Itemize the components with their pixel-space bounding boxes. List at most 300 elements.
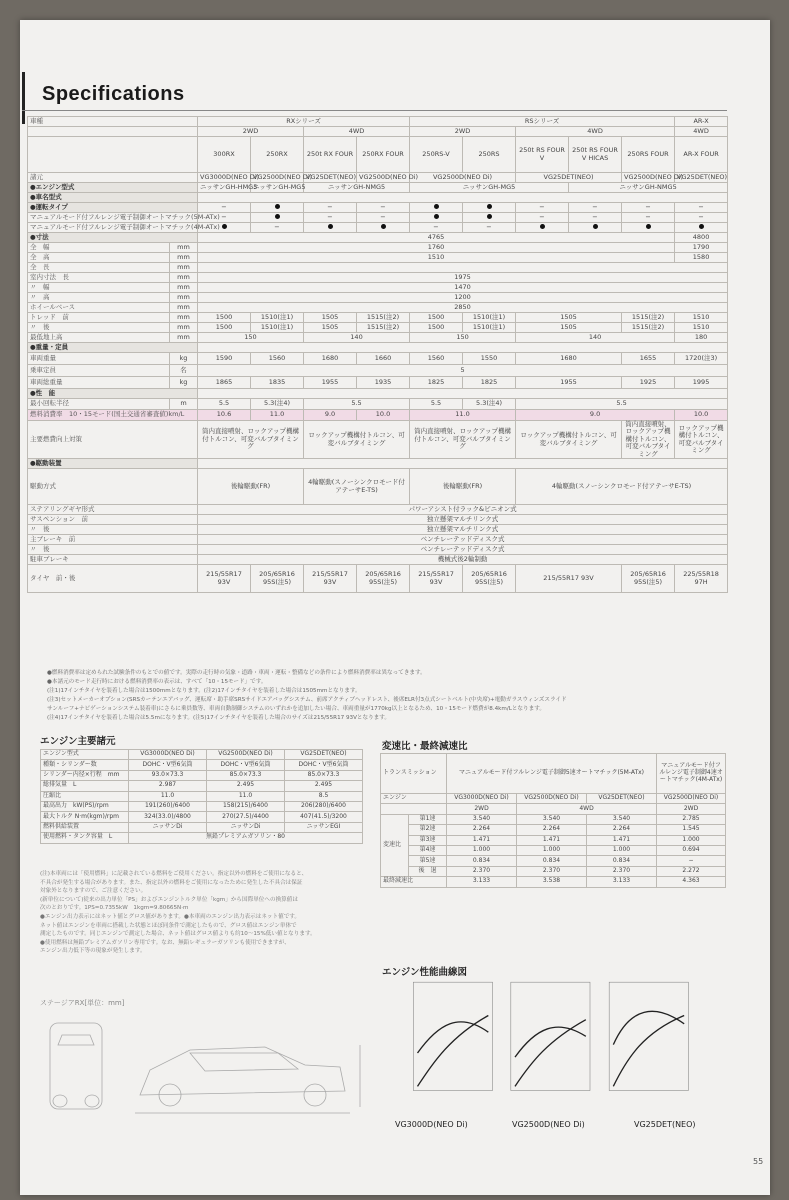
row-label: タイヤ 前・後 (28, 565, 198, 593)
value: 150 (410, 333, 516, 343)
cell: 2WD (447, 804, 517, 814)
unit: mm (170, 273, 198, 283)
row-label: マニュアルモード付フルレンジ電子制御オートマチック(5M-ATx) (28, 213, 198, 223)
table-row (381, 845, 726, 855)
side-window (190, 1053, 298, 1071)
cell: 2.785 (657, 814, 726, 824)
value: 1925 (622, 377, 675, 389)
value: 1505 (516, 323, 622, 333)
section-label: ●性 能 (28, 389, 198, 399)
curve-label: VG3000D(NEO Di) (395, 1120, 468, 1129)
height-row (28, 253, 728, 263)
equipment-row (28, 421, 728, 459)
row-label: 〃 幅 (28, 283, 170, 293)
row-label: エンジン (381, 794, 447, 804)
cell: 85.0×73.3 (285, 770, 363, 780)
value: 10.6 (198, 410, 251, 421)
value: 205/65R16 95S(注5) (463, 565, 516, 593)
row-label: 最大トルク N·m(kgm)/rpm (41, 812, 129, 822)
engine-performance-curves (380, 978, 730, 1128)
engine-cell: VG2500D(NEO Di) (410, 173, 516, 183)
cell: 1.471 (517, 835, 587, 845)
gross-weight-row (28, 377, 728, 389)
front-windshield (58, 1035, 94, 1045)
cell: DOHC・V型6気筒 (129, 760, 207, 770)
cell: 3.133 (587, 877, 657, 887)
value: 205/65R16 95S(注5) (357, 565, 410, 593)
cell: − (657, 856, 726, 866)
cell: 1.000 (587, 845, 657, 855)
header-cell: VG2500D(NEO Di) (207, 750, 285, 760)
row-label: 主ブレーキ 前 (28, 535, 198, 545)
row-label: サスペンション 前 (28, 515, 198, 525)
model-name: 250RS-V (410, 137, 463, 173)
cell: 第5速 (409, 856, 447, 866)
engine-cell: VG2500D(NEO Di) (251, 173, 304, 183)
section-label: ●重量・定員 (28, 343, 198, 353)
row-label: ●運転タイプ (28, 203, 198, 213)
capacity-row (28, 365, 728, 377)
cell: VG2500D(NEO Di) (657, 794, 726, 804)
table-row (41, 833, 363, 843)
cell: 2WD (657, 804, 726, 814)
cell: 2.370 (447, 866, 517, 876)
engine-cell: VG25DET(NEO) (516, 173, 622, 183)
length-value: 4765 (198, 233, 675, 243)
row-label: 全 幅 (28, 243, 170, 253)
value: 2850 (198, 303, 728, 313)
curve-label: VG25DET(NEO) (634, 1120, 696, 1129)
value: 5.3(注4) (251, 399, 304, 410)
value: 1510 (675, 313, 728, 323)
drive-cell: 2WD (410, 127, 516, 137)
value: 1655 (622, 353, 675, 365)
cell: 1.471 (587, 835, 657, 845)
model-name: 300RX (198, 137, 251, 173)
cell: 第2速 (409, 825, 447, 835)
drive-type-row (28, 469, 728, 505)
value: 後輪駆動(FR) (410, 469, 516, 505)
value: 1500 (198, 313, 251, 323)
row-label: 主要燃費向上対策 (28, 421, 198, 459)
value: 1680 (304, 353, 357, 365)
row-label: 最終減速比 (381, 877, 447, 887)
value: 1510(注1) (251, 323, 304, 333)
value: 1560 (410, 353, 463, 365)
row-label: トレッド 前 (28, 313, 170, 323)
cell: 4WD (517, 804, 657, 814)
value: 215/55R17 93V (516, 565, 622, 593)
engine-spec-title: エンジン主要諸元 (40, 736, 116, 747)
row-label: 〃 高 (28, 293, 170, 303)
in-length-row (28, 273, 728, 283)
steering-row (28, 505, 728, 515)
header-cell: マニュアルモード付フルレンジ電子制御5速オートマチック(5M-ATx) (447, 754, 657, 794)
note-line: (注3)セットメーカーオプション(SRSカーテンエアバッグ、運転席・助手席SRSサイドエアバッグシステム、前席アクティブヘッドレスト、後席ELR付3点式シートベルト(中央席)+電動ガラスウィンズスライド (47, 697, 567, 703)
header-cell: マニュアルモード付フルレンジ電子制御4速オートマチック(4M-ATx) (657, 754, 726, 794)
value: 筒内直接噴射、ロックアップ機構付トルコン、可変バルブタイミング (410, 421, 516, 459)
value: ロックアップ機構付トルコン、可変バルブタイミング (516, 421, 622, 459)
model-name: 250RS FOUR (622, 137, 675, 173)
torque-curve-1 (418, 1022, 489, 1053)
value: ロックアップ機構付トルコン、可変バルブタイミング (675, 421, 728, 459)
model-name: AR-X FOUR (675, 137, 728, 173)
drive-cell: 4WD (304, 127, 410, 137)
tread-front-row (28, 313, 728, 323)
cell: 2.495 (285, 781, 363, 791)
susp-front-row (28, 515, 728, 525)
footnote-line: (注)本車両には「使用燃料」に記載されている燃料をご使用ください。指定以外の燃料をご使用になると、 (40, 871, 308, 877)
row-label: 種類・シリンダー数 (41, 760, 129, 770)
table-row (41, 791, 363, 801)
row-label: 全 高 (28, 253, 170, 263)
code-cell: ニッサンGH-MG5 (410, 183, 569, 193)
value: 1720(注3) (675, 353, 728, 365)
row-label: 最小回転半径 (28, 399, 170, 410)
page-title: Specifications (42, 83, 185, 105)
parking-brake-row (28, 555, 728, 565)
cell: 無鉛プレミアムガソリン・80 (129, 833, 363, 843)
code-cell: ニッサンGH-MG5 (251, 183, 304, 193)
value: 1505 (516, 313, 622, 323)
cell: 11.0 (129, 791, 207, 801)
bullet-icon (593, 224, 598, 229)
fuel-economy-row (28, 410, 728, 421)
footnote-line: (新単位について)従来の出力単位「PS」およびエンジントルク単位「kgm」から国際単位への換算値は (40, 896, 298, 903)
cell: ニッサンDi (207, 822, 285, 832)
value: 1550 (463, 353, 516, 365)
code-cell: ニッサンGH-NMG5 (304, 183, 410, 193)
unit: mm (170, 263, 198, 273)
table-row (381, 856, 726, 866)
footnote-line: 測定したものです。同じエンジンで測定した場合、ネット値はグロス値よりも約10〜15%低い値となります。 (40, 931, 316, 938)
table-row (41, 822, 363, 832)
trans-b-row: マニュアルモード付フルレンジ電子制御オートマチック(4M-ATx) − − − (28, 223, 728, 233)
width-value: 1760 (198, 243, 675, 253)
value: 1510(注1) (463, 323, 516, 333)
cell: 0.834 (587, 856, 657, 866)
rear-wheel (159, 1084, 181, 1106)
cell: 3.133 (447, 877, 517, 887)
row-label: 総排気量 L (41, 781, 129, 791)
table-row (41, 812, 363, 822)
height-arx: 1580 (675, 253, 728, 263)
group-rx: RXシリーズ (198, 117, 410, 127)
model-name: 250t RX FOUR (304, 137, 357, 173)
cell: 2.272 (657, 866, 726, 876)
value: 1510 (675, 323, 728, 333)
cell: 3.540 (447, 814, 517, 824)
table-row (381, 754, 726, 794)
value: 機械式後2輪制動 (198, 555, 728, 565)
cell: 93.0×73.3 (129, 770, 207, 780)
front-wheel (304, 1084, 326, 1106)
value: 215/55R17 93V (198, 565, 251, 593)
tread-rear-row (28, 323, 728, 333)
value: 140 (304, 333, 410, 343)
table-row (41, 750, 363, 760)
model-name: 250RX FOUR (357, 137, 410, 173)
footnote-line: ネット値はエンジンを車両に搭載した状態とほぼ同条件で測定したもので、グロス値はエンジン単体で (40, 922, 297, 929)
footnote-line: 次のとおりです。1PS=0.7355kW 1kgm=9.80665N·m (40, 905, 189, 912)
bullet-icon (328, 224, 333, 229)
row-label: 諸元 (28, 173, 198, 183)
car-front-outline (50, 1023, 102, 1109)
cell: 11.0 (207, 791, 285, 801)
drive-cell: 4WD (675, 127, 728, 137)
spec-notes (47, 669, 727, 723)
footnote-line: 対象外となりますので、ご注意ください。 (40, 888, 147, 895)
row-label: ●車名型式 (28, 193, 198, 203)
unit: m (170, 399, 198, 410)
cell: 1.000 (517, 845, 587, 855)
value: 1825 (410, 377, 463, 389)
width-arx: 1790 (675, 243, 728, 253)
drive-cell: 2WD (198, 127, 304, 137)
row-label: 駐車ブレーキ (28, 555, 198, 565)
row-label: 〃 後 (28, 323, 170, 333)
model-name: 250t RS FOUR V HICAS (569, 137, 622, 173)
row-label: ●エンジン型式 (28, 183, 198, 193)
engine-cell: VG25DET(NEO) (675, 173, 728, 183)
front-wheel-right (85, 1095, 99, 1107)
table-row (41, 781, 363, 791)
value: 1505 (304, 323, 357, 333)
table-row (381, 794, 726, 804)
row-label: 燃料消費率 10・15モード(国土交通省審査値)km/L (28, 410, 198, 421)
value: 5.5 (410, 399, 463, 410)
note-line: ●本諸元のモード走行時における燃料消費率の表示は、すべて「10・15モード」です。 (47, 679, 267, 685)
model-name: 250RX (251, 137, 304, 173)
bullet-icon (699, 224, 704, 229)
value: 9.0 (304, 410, 357, 421)
row-label: 変速比 (381, 814, 409, 876)
cell: 4.363 (657, 877, 726, 887)
cell: VG25DET(NEO) (587, 794, 657, 804)
cell: 2.264 (447, 825, 517, 835)
cell: 1.545 (657, 825, 726, 835)
footnote-line: ●使用燃料は無鉛プレミアムガソリン専用です。なお、無鉛レギュラーガソリンも使用できますが、 (40, 939, 290, 946)
bullet-icon (275, 214, 280, 219)
value: 180 (675, 333, 728, 343)
bullet-icon (381, 224, 386, 229)
row-label: シリンダー内径×行程 mm (41, 770, 129, 780)
value: 1510(注1) (251, 313, 304, 323)
group-rs: RSシリーズ (410, 117, 675, 127)
value: 1955 (304, 377, 357, 389)
value: 1515(注2) (622, 313, 675, 323)
cell: ニッサンDi (129, 822, 207, 832)
cell: 第1速 (409, 814, 447, 824)
value: 1560 (251, 353, 304, 365)
footnote-line: エンジン出力低下等の現象が発生します。 (40, 948, 146, 955)
title-accent-bar (22, 72, 25, 124)
unit: 名 (170, 365, 198, 377)
cell: 191(260)/6400 (129, 801, 207, 811)
cell: 2.264 (587, 825, 657, 835)
drive-cell: 4WD (516, 127, 675, 137)
value: 独立懸架マルチリンク式 (198, 515, 728, 525)
length-arx: 4800 (675, 233, 728, 243)
bullet-icon (540, 224, 545, 229)
engine-spec-table (40, 749, 363, 844)
dimension-drawing-label: ステージアRX[単位：mm] (40, 999, 125, 1007)
drive-section-row (28, 459, 728, 469)
tire-row (28, 565, 728, 593)
bullet-icon (487, 204, 492, 209)
value: 筒内直接噴射、ロックアップ機構付トルコン、可変バルブタイミング (622, 421, 675, 459)
unit: mm (170, 253, 198, 263)
turn-radius-row (28, 399, 728, 410)
footnotes (40, 870, 385, 980)
cell: ニッサンEGI (285, 822, 363, 832)
value: 1955 (516, 377, 622, 389)
value: 1515(注2) (357, 323, 410, 333)
cell: 2.987 (129, 781, 207, 791)
cell: 158(215)/6400 (207, 801, 285, 811)
row-label: 〃 後 (28, 525, 198, 535)
bullet-icon (434, 214, 439, 219)
row-label: 最高出力 kW(PS)/rpm (41, 801, 129, 811)
power-curve-2 (515, 1020, 586, 1087)
model-code-row (28, 183, 728, 193)
engine-type-row (28, 173, 728, 183)
row-label: 車両重量 (28, 353, 170, 365)
header-cell: トランスミッション (381, 754, 447, 794)
value: ベンチレーテッドディスク式 (198, 545, 728, 555)
cell: 3.540 (587, 814, 657, 824)
engine-cell: VG2500D(NEO Di) (357, 173, 410, 183)
page-number: 55 (753, 1157, 764, 1166)
cell: VG2500D(NEO Di) (517, 794, 587, 804)
trans-a-row: マニュアルモード付フルレンジ電子制御オートマチック(5M-ATx) − − − − − − − (28, 213, 728, 223)
value: 独立懸架マルチリンク式 (198, 525, 728, 535)
table-row (381, 835, 726, 845)
value: 1865 (198, 377, 251, 389)
value: ロックアップ機構付トルコン、可変バルブタイミング (304, 421, 410, 459)
cell: 206(280)/6400 (285, 801, 363, 811)
brake-front-row (28, 535, 728, 545)
row-label: 車両総重量 (28, 377, 170, 389)
cell: 2.370 (517, 866, 587, 876)
torque-curve-2 (515, 1027, 586, 1057)
model-row (28, 137, 728, 173)
group-arx: AR-X (675, 117, 728, 127)
value: 5.5 (516, 399, 728, 410)
cell: 3.540 (517, 814, 587, 824)
cell: 8.5 (285, 791, 363, 801)
cell: 1.471 (447, 835, 517, 845)
footnote-line: ●エンジン出力表示にはネット値とグロス値があります。●本車両のエンジン出力表示はネット値です。 (40, 913, 301, 920)
header-cell: VG25DET(NEO) (285, 750, 363, 760)
value: 1500 (198, 323, 251, 333)
row-label: 〃 後 (28, 545, 198, 555)
note-line: ●燃料消費率は定められた試験条件のもとでの値です。実際の走行時の気象・道路・車両・運転・整備などの条件により燃料消費率は異なってきます。 (47, 670, 426, 676)
car-dimension-drawing (40, 995, 385, 1125)
unit: kg (170, 377, 198, 389)
length-row (28, 263, 728, 273)
value: 205/65R16 95S(注5) (622, 565, 675, 593)
value: 筒内直接噴射、ロックアップ機構付トルコン、可変バルブタイミング (198, 421, 304, 459)
note-line: サンルーフ+ナビゲーションシステム装着車)にさらに乗員数等、車両自動制御システムのいずれかを追加したい場合、車両重量が1770kg以上となるため、10・15モード燃費が8.4km/Lとなります。 (47, 706, 545, 712)
table-row (381, 866, 726, 876)
row-label: 乗車定員 (28, 365, 170, 377)
value: 1825 (463, 377, 516, 389)
cell: 第3速 (409, 835, 447, 845)
value: 1515(注2) (622, 323, 675, 333)
unit: mm (170, 293, 198, 303)
torque-curve-3 (613, 1011, 684, 1044)
row-label: 燃料供給装置 (41, 822, 129, 832)
model-name: 250RS (463, 137, 516, 173)
table-row (41, 770, 363, 780)
engine-cell: VG25DET(NEO) (304, 173, 357, 183)
value: 1995 (675, 377, 728, 389)
trans-type-row: ●運転タイプ − − − − − − − (28, 203, 728, 213)
group-row (28, 117, 728, 127)
height-value: 1510 (198, 253, 675, 263)
value: 9.0 (516, 410, 675, 421)
trans-spec-title: 変速比・最終減速比 (382, 741, 468, 752)
in-height-row (28, 293, 728, 303)
cell: 324(33.0)/4800 (129, 812, 207, 822)
code-cell: ニッサンGH-NMG5 (569, 183, 728, 193)
table-row (41, 760, 363, 770)
row-label: 使用燃料・タンク容量 L (41, 833, 129, 843)
model-name: 250t RS FOUR V (516, 137, 569, 173)
value: 4輪駆動(スノーシンクロモード付アテーサE-TS) (304, 469, 410, 505)
value: 1590 (198, 353, 251, 365)
value: パワーアシスト付ラック&ピニオン式 (198, 505, 728, 515)
note-line: (注1)17インチタイヤを装着した場合は1500mmとなります。(注2)17インチタイヤを装着した場合は1505mmとなります。 (47, 688, 361, 694)
cell: 407(41.5)/3200 (285, 812, 363, 822)
cell: 2.370 (587, 866, 657, 876)
table-row (41, 801, 363, 811)
bullet-icon (646, 224, 651, 229)
row-label: 圧縮比 (41, 791, 129, 801)
bullet-icon (487, 214, 492, 219)
model-label: 車種 (28, 117, 198, 127)
wheelbase-row (28, 303, 728, 313)
value: 5 (198, 365, 728, 377)
unit: mm (170, 303, 198, 313)
table-row (381, 877, 726, 887)
unit: mm (170, 323, 198, 333)
value: 1680 (516, 353, 622, 365)
cell: 270(27.5)/4400 (207, 812, 285, 822)
perf-section-row (28, 389, 728, 399)
header-cell: エンジン型式 (41, 750, 129, 760)
value: 150 (198, 333, 304, 343)
value: 1510(注1) (463, 313, 516, 323)
dim-section-row (28, 233, 728, 243)
unit: mm (170, 243, 198, 253)
cell: 第4速 (409, 845, 447, 855)
susp-rear-row (28, 525, 728, 535)
value: 後輪駆動(FR) (198, 469, 304, 505)
value: 215/55R17 93V (304, 565, 357, 593)
row-label: ステアリングギヤ形式 (28, 505, 198, 515)
value: 1835 (251, 377, 304, 389)
brake-rear-row (28, 545, 728, 555)
row-label: 駆動方式 (28, 469, 198, 505)
weight-section-row (28, 343, 728, 353)
header-cell: VG3000D(NEO Di) (129, 750, 207, 760)
vehicle-code-row (28, 193, 728, 203)
value: 10.0 (357, 410, 410, 421)
value: 1505 (304, 313, 357, 323)
cell: 85.0×73.3 (207, 770, 285, 780)
